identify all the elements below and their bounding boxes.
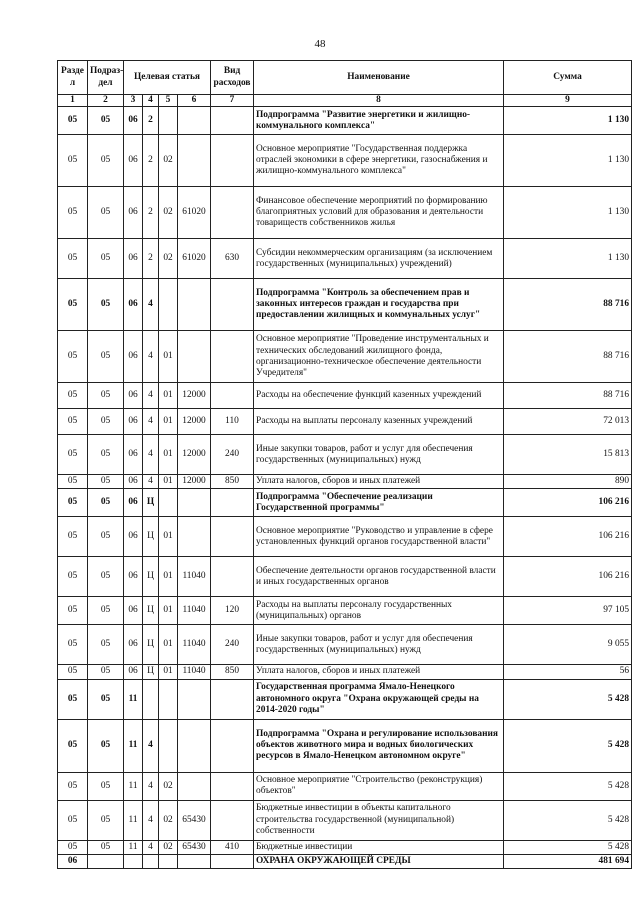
code-cell-c1: 06 [58,854,88,868]
code-cell-c3: 06 [124,517,143,557]
code-cell-c4: 4 [143,435,159,475]
code-cell-c2: 05 [88,187,124,239]
header-name: Наименование [254,61,504,95]
column-index-cell: 1 [58,95,88,107]
code-cell-c4 [143,679,159,719]
item-name-cell: Бюджетные инвестиции в объекты капитального строительства государственной (муниципальной) собственности [254,800,504,840]
code-cell-c7 [211,489,254,517]
code-cell-c2: 05 [88,597,124,625]
code-cell-c5: 02 [159,772,178,800]
code-cell-c3: 06 [124,409,143,435]
code-cell-c6: 11040 [178,625,211,665]
code-cell-c6 [178,279,211,331]
amount-cell: 1 130 [504,107,632,135]
code-cell-c4: 4 [143,383,159,409]
header-target-article: Целевая статья [124,61,211,95]
code-cell-c2: 05 [88,665,124,679]
code-cell-c6 [178,107,211,135]
code-cell-c2: 05 [88,557,124,597]
code-cell-c4: 4 [143,279,159,331]
code-cell-c1: 05 [58,719,88,772]
code-cell-c7: 240 [211,435,254,475]
code-cell-c1: 05 [58,489,88,517]
code-cell-c5: 01 [159,625,178,665]
table-row [58,597,632,625]
code-cell-c1: 05 [58,597,88,625]
code-cell-c2: 05 [88,107,124,135]
table-body [58,107,632,869]
code-cell-c6 [178,854,211,868]
code-cell-c7: 850 [211,665,254,679]
code-cell-c7 [211,383,254,409]
code-cell-c2: 05 [88,840,124,854]
table-row [58,719,632,772]
table-row [58,625,632,665]
amount-cell: 88 716 [504,331,632,383]
code-cell-c6 [178,135,211,187]
code-cell-c5: 01 [159,475,178,489]
code-cell-c1: 05 [58,279,88,331]
item-name-cell: Подпрограмма "Обеспечение реализации Государственной программы" [254,489,504,517]
code-cell-c5: 01 [159,435,178,475]
code-cell-c1: 05 [58,187,88,239]
table-row [58,557,632,597]
code-cell-c7: 120 [211,597,254,625]
code-cell-c6: 65430 [178,840,211,854]
code-cell-c2: 05 [88,279,124,331]
code-cell-c2: 05 [88,719,124,772]
code-cell-c2: 05 [88,383,124,409]
code-cell-c1: 05 [58,517,88,557]
code-cell-c1: 05 [58,435,88,475]
item-name-cell: Расходы на выплаты персоналу государственных (муниципальных) органов [254,597,504,625]
code-cell-c3: 11 [124,840,143,854]
code-cell-c2: 05 [88,679,124,719]
code-cell-c7 [211,854,254,868]
code-cell-c4: 4 [143,409,159,435]
code-cell-c1: 05 [58,331,88,383]
code-cell-c7 [211,772,254,800]
code-cell-c1: 05 [58,800,88,840]
code-cell-c1: 05 [58,625,88,665]
code-cell-c3: 06 [124,597,143,625]
code-cell-c3: 06 [124,435,143,475]
table-row [58,517,632,557]
code-cell-c3: 06 [124,135,143,187]
code-cell-c6 [178,719,211,772]
header-expense-type: Вид расходов [211,61,254,95]
code-cell-c7 [211,135,254,187]
code-cell-c7 [211,279,254,331]
code-cell-c4: 4 [143,331,159,383]
amount-cell: 88 716 [504,383,632,409]
code-cell-c1: 05 [58,840,88,854]
code-cell-c3: 11 [124,719,143,772]
code-cell-c1: 05 [58,239,88,279]
amount-cell: 481 694 [504,854,632,868]
code-cell-c3: 06 [124,187,143,239]
code-cell-c3: 11 [124,772,143,800]
item-name-cell: Уплата налогов, сборов и иных платежей [254,475,504,489]
item-name-cell: Уплата налогов, сборов и иных платежей [254,665,504,679]
code-cell-c1: 05 [58,383,88,409]
code-cell-c3: 11 [124,679,143,719]
code-cell-c4: 4 [143,475,159,489]
code-cell-c6 [178,331,211,383]
code-cell-c7 [211,107,254,135]
code-cell-c5: 01 [159,409,178,435]
code-cell-c3: 06 [124,107,143,135]
amount-cell: 5 428 [504,772,632,800]
code-cell-c1: 05 [58,772,88,800]
item-name-cell: Иные закупки товаров, работ и услуг для обеспечения государственных (муниципальных) нужд [254,435,504,475]
table-row [58,475,632,489]
code-cell-c4: 2 [143,239,159,279]
code-cell-c1: 05 [58,665,88,679]
code-cell-c1: 05 [58,475,88,489]
amount-cell: 72 013 [504,409,632,435]
amount-cell: 106 216 [504,517,632,557]
code-cell-c2: 05 [88,331,124,383]
table-row [58,107,632,135]
table-row [58,331,632,383]
code-cell-c3: 06 [124,279,143,331]
code-cell-c6 [178,772,211,800]
code-cell-c5: 02 [159,135,178,187]
code-cell-c3: 06 [124,665,143,679]
code-cell-c6: 12000 [178,435,211,475]
table-row [58,489,632,517]
table-row [58,435,632,475]
code-cell-c4: 2 [143,107,159,135]
amount-cell: 56 [504,665,632,679]
code-cell-c3 [124,854,143,868]
code-cell-c3: 11 [124,800,143,840]
code-cell-c7: 850 [211,475,254,489]
table-row [58,772,632,800]
code-cell-c4: Ц [143,557,159,597]
code-cell-c6 [178,489,211,517]
amount-cell: 890 [504,475,632,489]
column-index-cell: 3 [124,95,143,107]
column-index-cell: 7 [211,95,254,107]
code-cell-c6: 11040 [178,665,211,679]
amount-cell: 5 428 [504,679,632,719]
item-name-cell: Основное мероприятие "Государственная поддержка отраслей экономики в сфере энергетики, газоснабжения и жилищно-коммунального комплекса" [254,135,504,187]
code-cell-c2 [88,854,124,868]
code-cell-c4: 4 [143,772,159,800]
item-name-cell: Основное мероприятие "Проведение инструментальных и технических обследований жилищного фонда, организационно-техническое обеспечение деятельности Учредителя" [254,331,504,383]
code-cell-c5 [159,279,178,331]
code-cell-c2: 05 [88,135,124,187]
page-number: 48 [314,38,326,50]
code-cell-c4: 4 [143,719,159,772]
table-row [58,279,632,331]
code-cell-c4: 2 [143,135,159,187]
code-cell-c5: 01 [159,597,178,625]
amount-cell: 1 130 [504,135,632,187]
code-cell-c6: 12000 [178,475,211,489]
code-cell-c4 [143,854,159,868]
amount-cell: 1 130 [504,239,632,279]
code-cell-c1: 05 [58,135,88,187]
amount-cell: 15 813 [504,435,632,475]
code-cell-c1: 05 [58,557,88,597]
code-cell-c3: 06 [124,331,143,383]
column-index-cell: 4 [143,95,159,107]
amount-cell: 9 055 [504,625,632,665]
item-name-cell: Основное мероприятие "Строительство (реконструкция) объектов" [254,772,504,800]
table-row [58,800,632,840]
item-name-cell: Подпрограмма "Охрана и регулирование использования объектов животного мира и водных биологических ресурсов в Ямало-Ненецком автономном округе" [254,719,504,772]
code-cell-c1: 05 [58,107,88,135]
code-cell-c4: 4 [143,800,159,840]
code-cell-c6: 12000 [178,383,211,409]
code-cell-c7 [211,800,254,840]
item-name-cell: Обеспечение деятельности органов государственной власти и иных государственных органов [254,557,504,597]
code-cell-c2: 05 [88,625,124,665]
code-cell-c6: 12000 [178,409,211,435]
column-index-cell: 5 [159,95,178,107]
table-row [58,135,632,187]
code-cell-c5: 02 [159,800,178,840]
item-name-cell: Финансовое обеспечение мероприятий по формированию благоприятных условий для образования и деятельности товариществ собственников жилья [254,187,504,239]
table-row [58,854,632,868]
header-subsection: Подраз-дел [88,61,124,95]
code-cell-c7: 410 [211,840,254,854]
code-cell-c6: 11040 [178,557,211,597]
budget-table [57,60,632,869]
table-row [58,665,632,679]
code-cell-c5: 02 [159,187,178,239]
item-name-cell: Основное мероприятие "Руководство и управление в сфере установленных функций органов государственной власти" [254,517,504,557]
code-cell-c7 [211,517,254,557]
code-cell-c4: 4 [143,840,159,854]
code-cell-c6 [178,679,211,719]
code-cell-c6: 61020 [178,187,211,239]
code-cell-c7: 240 [211,625,254,665]
code-cell-c4: Ц [143,597,159,625]
item-name-cell: ОХРАНА ОКРУЖАЮЩЕЙ СРЕДЫ [254,854,504,868]
column-index-cell: 2 [88,95,124,107]
amount-cell: 97 105 [504,597,632,625]
amount-cell: 5 428 [504,800,632,840]
code-cell-c4: Ц [143,665,159,679]
code-cell-c3: 06 [124,475,143,489]
code-cell-c2: 05 [88,489,124,517]
code-cell-c6: 65430 [178,800,211,840]
code-cell-c4: Ц [143,625,159,665]
code-cell-c2: 05 [88,435,124,475]
code-cell-c5: 01 [159,557,178,597]
item-name-cell: Субсидии некоммерческим организациям (за исключением государственных (муниципальных) учреждений) [254,239,504,279]
code-cell-c7: 630 [211,239,254,279]
code-cell-c6: 61020 [178,239,211,279]
code-cell-c1: 05 [58,679,88,719]
code-cell-c7 [211,557,254,597]
code-cell-c2: 05 [88,772,124,800]
code-cell-c4: 2 [143,187,159,239]
header-row [58,61,632,95]
item-name-cell: Иные закупки товаров, работ и услуг для обеспечения государственных (муниципальных) нужд [254,625,504,665]
code-cell-c6 [178,517,211,557]
column-index-cell: 9 [504,95,632,107]
item-name-cell: Бюджетные инвестиции [254,840,504,854]
item-name-cell: Расходы на выплаты персоналу казенных учреждений [254,409,504,435]
code-cell-c3: 06 [124,239,143,279]
item-name-cell: Подпрограмма "Контроль за обеспечением прав и законных интересов граждан и государства при предоставлении жилищных и коммунальных услуг" [254,279,504,331]
code-cell-c5 [159,489,178,517]
amount-cell: 5 428 [504,840,632,854]
code-cell-c2: 05 [88,409,124,435]
amount-cell: 106 216 [504,557,632,597]
code-cell-c2: 05 [88,517,124,557]
column-index-cell: 6 [178,95,211,107]
code-cell-c5 [159,107,178,135]
code-cell-c4: Ц [143,489,159,517]
code-cell-c2: 05 [88,475,124,489]
code-cell-c2: 05 [88,800,124,840]
code-cell-c3: 06 [124,557,143,597]
column-index-row [58,95,632,107]
code-cell-c7 [211,187,254,239]
code-cell-c5 [159,854,178,868]
table-row [58,239,632,279]
code-cell-c5: 01 [159,665,178,679]
code-cell-c3: 06 [124,625,143,665]
table-row [58,840,632,854]
table-row [58,383,632,409]
table-row [58,187,632,239]
code-cell-c5: 01 [159,383,178,409]
code-cell-c4: Ц [143,517,159,557]
code-cell-c7 [211,679,254,719]
header-amount: Сумма [504,61,632,95]
table-row [58,679,632,719]
code-cell-c5: 01 [159,331,178,383]
code-cell-c7: 110 [211,409,254,435]
code-cell-c1: 05 [58,409,88,435]
item-name-cell: Государственная программа Ямало-Ненецкого автономного округа "Охрана окружающей среды на 2014-2020 годы" [254,679,504,719]
code-cell-c5 [159,719,178,772]
code-cell-c5: 02 [159,239,178,279]
item-name-cell: Расходы на обеспечение функций казенных учреждений [254,383,504,409]
code-cell-c5: 02 [159,840,178,854]
code-cell-c5 [159,679,178,719]
code-cell-c7 [211,331,254,383]
item-name-cell: Подпрограмма "Развитие энергетики и жилищно-коммунального комплекса" [254,107,504,135]
table-row [58,409,632,435]
code-cell-c3: 06 [124,383,143,409]
amount-cell: 5 428 [504,719,632,772]
code-cell-c6: 11040 [178,597,211,625]
column-index-cell: 8 [254,95,504,107]
amount-cell: 106 216 [504,489,632,517]
code-cell-c3: 06 [124,489,143,517]
code-cell-c7 [211,719,254,772]
amount-cell: 88 716 [504,279,632,331]
amount-cell: 1 130 [504,187,632,239]
header-section: Разде л [58,61,88,95]
code-cell-c2: 05 [88,239,124,279]
code-cell-c5: 01 [159,517,178,557]
